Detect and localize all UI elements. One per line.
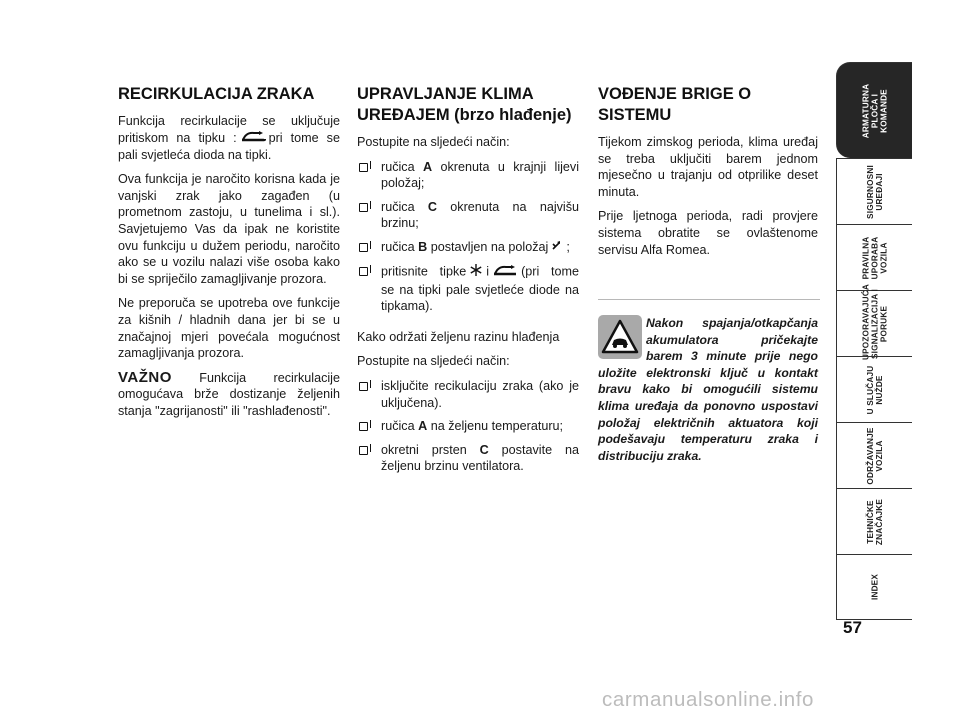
checkbox-bullet-icon bbox=[359, 267, 368, 276]
snowflake-icon bbox=[469, 263, 483, 282]
maintenance-section bbox=[598, 84, 818, 266]
keep-cooling-intro: Postupite na sljedeći način: bbox=[357, 354, 510, 369]
recirculation-paragraph-1: Funkcija recirkulacije se uključuje pritiskom na tipku : pri tome se pali svjetleća dioda na tipki. bbox=[118, 114, 340, 162]
recirculation-icon bbox=[240, 130, 266, 147]
maintenance-paragraph-2: Prije ljetnoga perioda, radi provjere sistema obratite se ovlaštenome servisu Alfa Romea. bbox=[598, 209, 818, 257]
checkbox-bullet-icon bbox=[359, 163, 368, 172]
watermark: carmanualsonline.info bbox=[602, 688, 815, 711]
tab-tehnicke-znacajke[interactable]: TEHNIČKE ZNAČAJKE bbox=[836, 488, 912, 554]
checkbox-bullet-icon bbox=[359, 446, 368, 455]
ac-control-steps bbox=[357, 159, 579, 315]
important-note: VAŽNO Funkcija recirkulacije omogućava brže dostizanje željenih stanja "zagrijanosti" ili "rashlađenosti". bbox=[118, 368, 340, 418]
recirculation-section bbox=[118, 84, 340, 427]
warning-text: Nakon spajanja/otkapčanja akumulatora pričekajte barem 3 minute prije nego uložite elektronski ključ u kontakt bravu kako bi omogućili sistemu klima uređaja da ponovno uspostavi položaj električnih aktuatora koji podešavaju temperaturu zraka i distribuciju zraka. bbox=[598, 316, 818, 463]
tab-armaturna-ploca[interactable]: ARMATURNA PLOČA I KOMANDE bbox=[836, 62, 912, 158]
recirculation-title: RECIRKULACIJA ZRAKA bbox=[118, 85, 315, 103]
ac-control-intro: Postupite na sljedeći način: bbox=[357, 135, 510, 149]
tab-index[interactable]: INDEX bbox=[836, 554, 912, 620]
keep-cooling-title: Kako održati željenu razinu hlađenja bbox=[357, 329, 560, 344]
list-item: okretni prsten C postavite na željenu brzinu ventilatora. bbox=[357, 442, 579, 475]
tab-sigurnosni-uredaji[interactable]: SIGURNOSNI UREĐAJI bbox=[836, 158, 912, 224]
list-item: ručica A okrenuta u krajnji lijevi položaj; bbox=[357, 159, 579, 192]
checkbox-bullet-icon bbox=[359, 382, 368, 391]
recirculation-paragraph-2: Ova funkcija je naročito korisna kada je vanjski zrak jako zagađen (u prometnom zastoju, u tunelima i sl.). Savjetujemo Vas da ipak ne koristite ovu funkciju u dužem periodu, naročito ako se u vozilu nalazi više osoba kako bi se spriječilo zamagljivanje prozora. bbox=[118, 172, 340, 286]
list-item: ručica C okrenuta na najvišu brzinu; bbox=[357, 199, 579, 232]
tab-pravilna-uporaba[interactable]: PRAVILNA UPORABA VOZILA bbox=[836, 224, 912, 290]
page-number: 57 bbox=[843, 618, 862, 637]
checkbox-bullet-icon bbox=[359, 243, 368, 252]
list-item: pritisnite tipke i (pri tome se na tipki pale svjetleće diode na tipkama). bbox=[357, 263, 579, 315]
recirculation-icon bbox=[492, 264, 518, 281]
checkbox-bullet-icon bbox=[359, 422, 368, 431]
important-label: VAŽNO bbox=[118, 368, 172, 386]
ac-control-title: UPRAVLJANJE KLIMA UREĐAJEM (brzo hlađenje) bbox=[357, 85, 572, 124]
recirculation-paragraph-3: Ne preporuča se upotreba ove funkcije za kišnih / hladnih dana jer bi se u značajnoj mjeri povećala mogućnost zamagljivanja prozora. bbox=[118, 296, 340, 361]
list-item: ručica B postavljen na položaj ; bbox=[357, 239, 579, 256]
ac-control-section bbox=[357, 84, 579, 483]
tab-odrzavanje-vozila[interactable]: ODRŽAVANJE VOZILA bbox=[836, 422, 912, 488]
checkbox-bullet-icon bbox=[359, 203, 368, 212]
keep-cooling-steps bbox=[357, 378, 579, 475]
list-item: ručica A na željenu temperaturu; bbox=[357, 418, 579, 435]
maintenance-title: VOĐENJE BRIGE O SISTEMU bbox=[598, 85, 752, 124]
warning-note bbox=[598, 315, 818, 464]
warning-triangle-icon bbox=[598, 315, 642, 359]
air-distribution-icon bbox=[551, 239, 563, 256]
divider bbox=[598, 299, 820, 300]
list-item: isključite recikulaciju zraka (ako je uključena). bbox=[357, 378, 579, 411]
chapter-tabs bbox=[836, 62, 912, 620]
tab-upozoravajuca-signalizacija[interactable]: UPOZORAVAJUĆA SIGNALIZACIJA I PORUKE bbox=[836, 290, 912, 356]
tab-u-slucaju-nuzde[interactable]: U SLUČAJU NUŽDE bbox=[836, 356, 912, 422]
maintenance-paragraph-1: Tijekom zimskog perioda, klima uređaj se treba uključiti barem jednom mjesečno u trajanju od otprilike deset minuta. bbox=[598, 135, 818, 199]
